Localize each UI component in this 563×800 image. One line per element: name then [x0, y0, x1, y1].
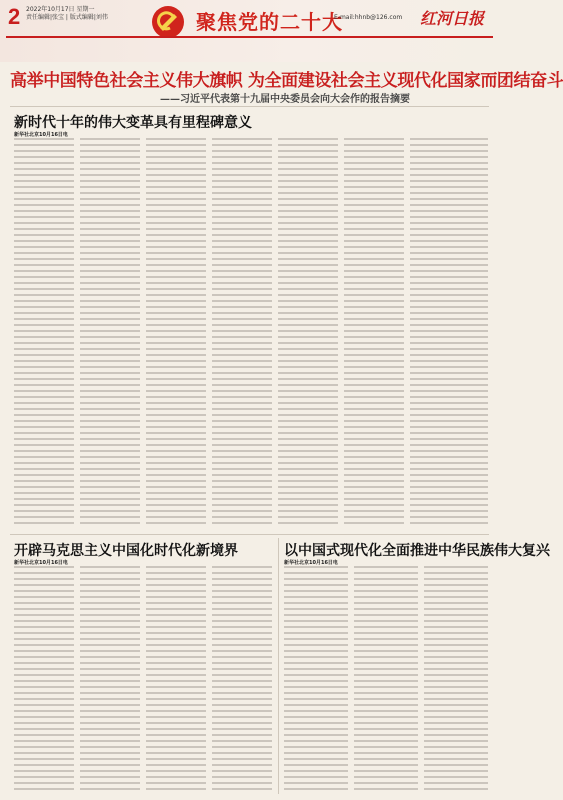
masthead: [0, 0, 499, 62]
section-1-lead: 新华社北京10月16日电: [14, 132, 68, 138]
article-column: [344, 138, 404, 526]
newspaper-logo: 红河日报: [420, 9, 485, 28]
article-column: [424, 566, 488, 792]
divider: [10, 534, 489, 535]
section-title: 聚焦党的二十大: [196, 10, 343, 34]
article-column: [80, 566, 140, 792]
article-column: [354, 566, 418, 792]
dateline: [26, 6, 108, 22]
article-column: [410, 138, 488, 526]
column-divider: [278, 538, 279, 794]
article-column: [14, 566, 74, 792]
article-column: [212, 566, 272, 792]
main-headline: 高举中国特色社会主义伟大旗帜 为全面建设社会主义现代化国家而团结奋斗: [10, 71, 563, 91]
red-rule: [6, 36, 493, 38]
issue-date: 2022年10月17日 星期一: [26, 6, 95, 13]
section-title-2: 开辟马克思主义中国化时代化新境界: [14, 543, 238, 559]
article-column: [278, 138, 338, 526]
article-column: [14, 138, 74, 526]
divider: [10, 106, 489, 107]
editors: 责任编辑|张宝 | 版式编辑|刘伟: [26, 14, 108, 21]
section-title-3: 以中国式现代化全面推进中华民族伟大复兴: [284, 543, 550, 559]
page-number: 2: [8, 4, 21, 29]
sub-headline: ——习近平代表第十九届中央委员会向大会作的报告摘要: [160, 94, 410, 105]
section-2-lead: 新华社北京10月16日电: [14, 560, 68, 566]
article-column: [146, 138, 206, 526]
article-column: [80, 138, 140, 526]
article-column: [212, 138, 272, 526]
section-title-1: 新时代十年的伟大变革具有里程碑意义: [14, 115, 252, 131]
article-column: [146, 566, 206, 792]
email: E-mail:hhnb@126.com: [334, 14, 403, 21]
article-column: [284, 566, 348, 792]
section-3-lead: 新华社北京10月16日电: [284, 560, 338, 566]
